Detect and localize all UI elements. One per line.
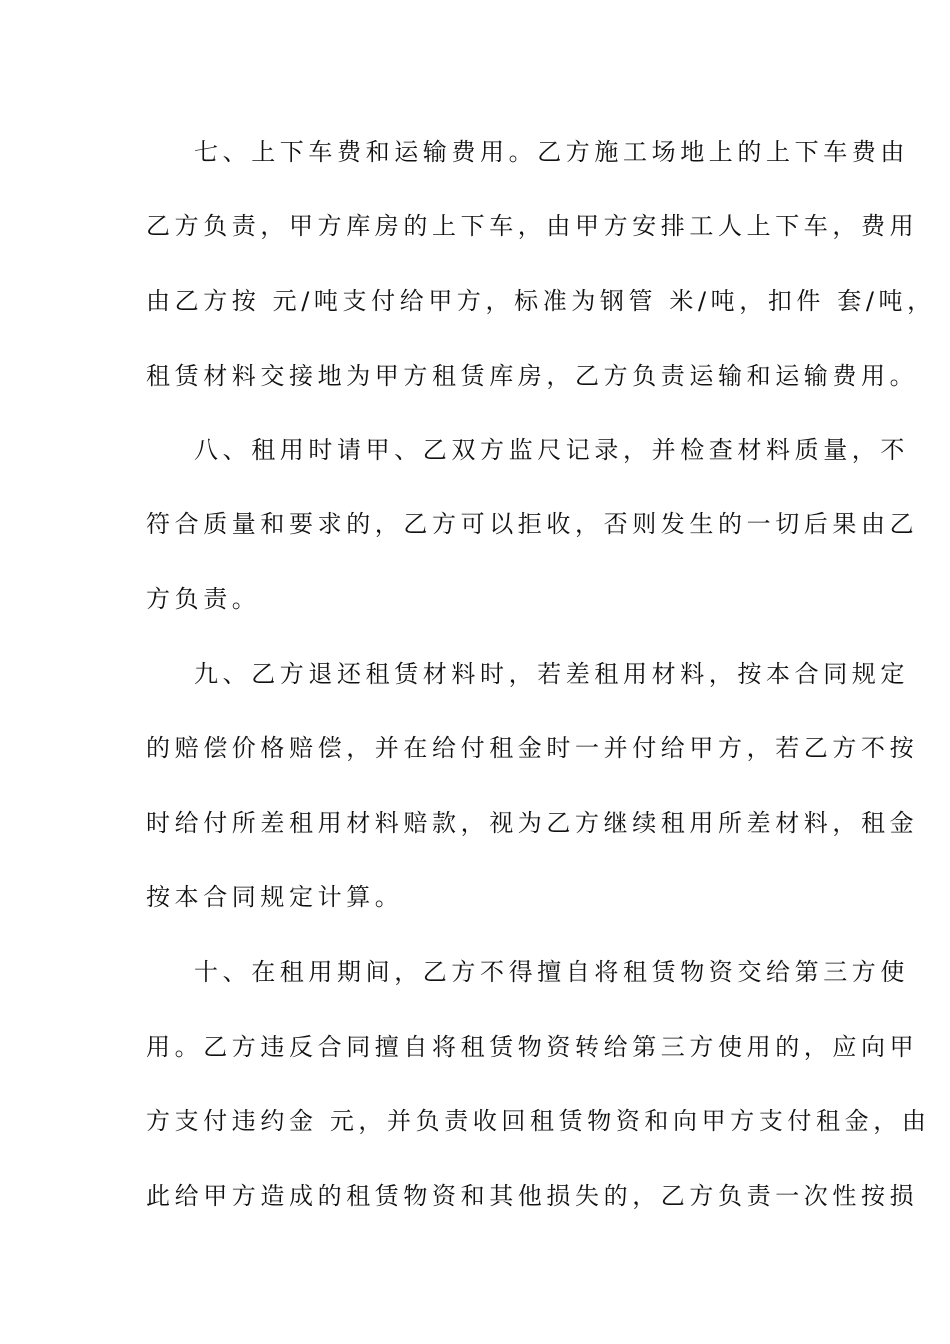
clause-10-line-4: 此给甲方造成的租赁物资和其他损失的，乙方负责一次性按损 [146, 1182, 919, 1210]
clause-7-line-1: 七、上下车费和运输费用。乙方施工场地上的上下车费由 [194, 138, 909, 166]
clause-7-line-3: 由乙方按 元/吨支付给甲方，标准为钢管 米/吨，扣件 套/吨， [146, 287, 936, 315]
clause-10-line-2: 用。乙方违反合同擅自将租赁物资转给第三方使用的，应向甲 [146, 1033, 919, 1061]
clause-8-line-1: 八、租用时请甲、乙双方监尺记录，并检查材料质量，不 [194, 436, 909, 464]
clause-9-line-1: 九、乙方退还租赁材料时，若差租用材料，按本合同规定 [194, 660, 909, 688]
clause-10-line-3: 方支付违约金 元，并负责收回租赁物资和向甲方支付租金，由 [146, 1107, 931, 1135]
clause-8-line-3: 方负责。 [146, 585, 261, 613]
clause-7-line-4: 租赁材料交接地为甲方租赁库房，乙方负责运输和运输费用。 [146, 362, 919, 390]
clause-9-line-3: 时给付所差租用材料赔款，视为乙方继续租用所差材料，租金 [146, 809, 919, 837]
clause-7-line-2: 乙方负责，甲方库房的上下车，由甲方安排工人上下车，费用 [146, 212, 919, 240]
clause-8-line-2: 符合质量和要求的，乙方可以拒收，否则发生的一切后果由乙 [146, 510, 919, 538]
clause-9-line-2: 的赔偿价格赔偿，并在给付租金时一并付给甲方，若乙方不按 [146, 734, 919, 762]
clause-10-line-1: 十、在租用期间，乙方不得擅自将租赁物资交给第三方使 [194, 958, 909, 986]
clause-9-line-4: 按本合同规定计算。 [146, 883, 404, 911]
